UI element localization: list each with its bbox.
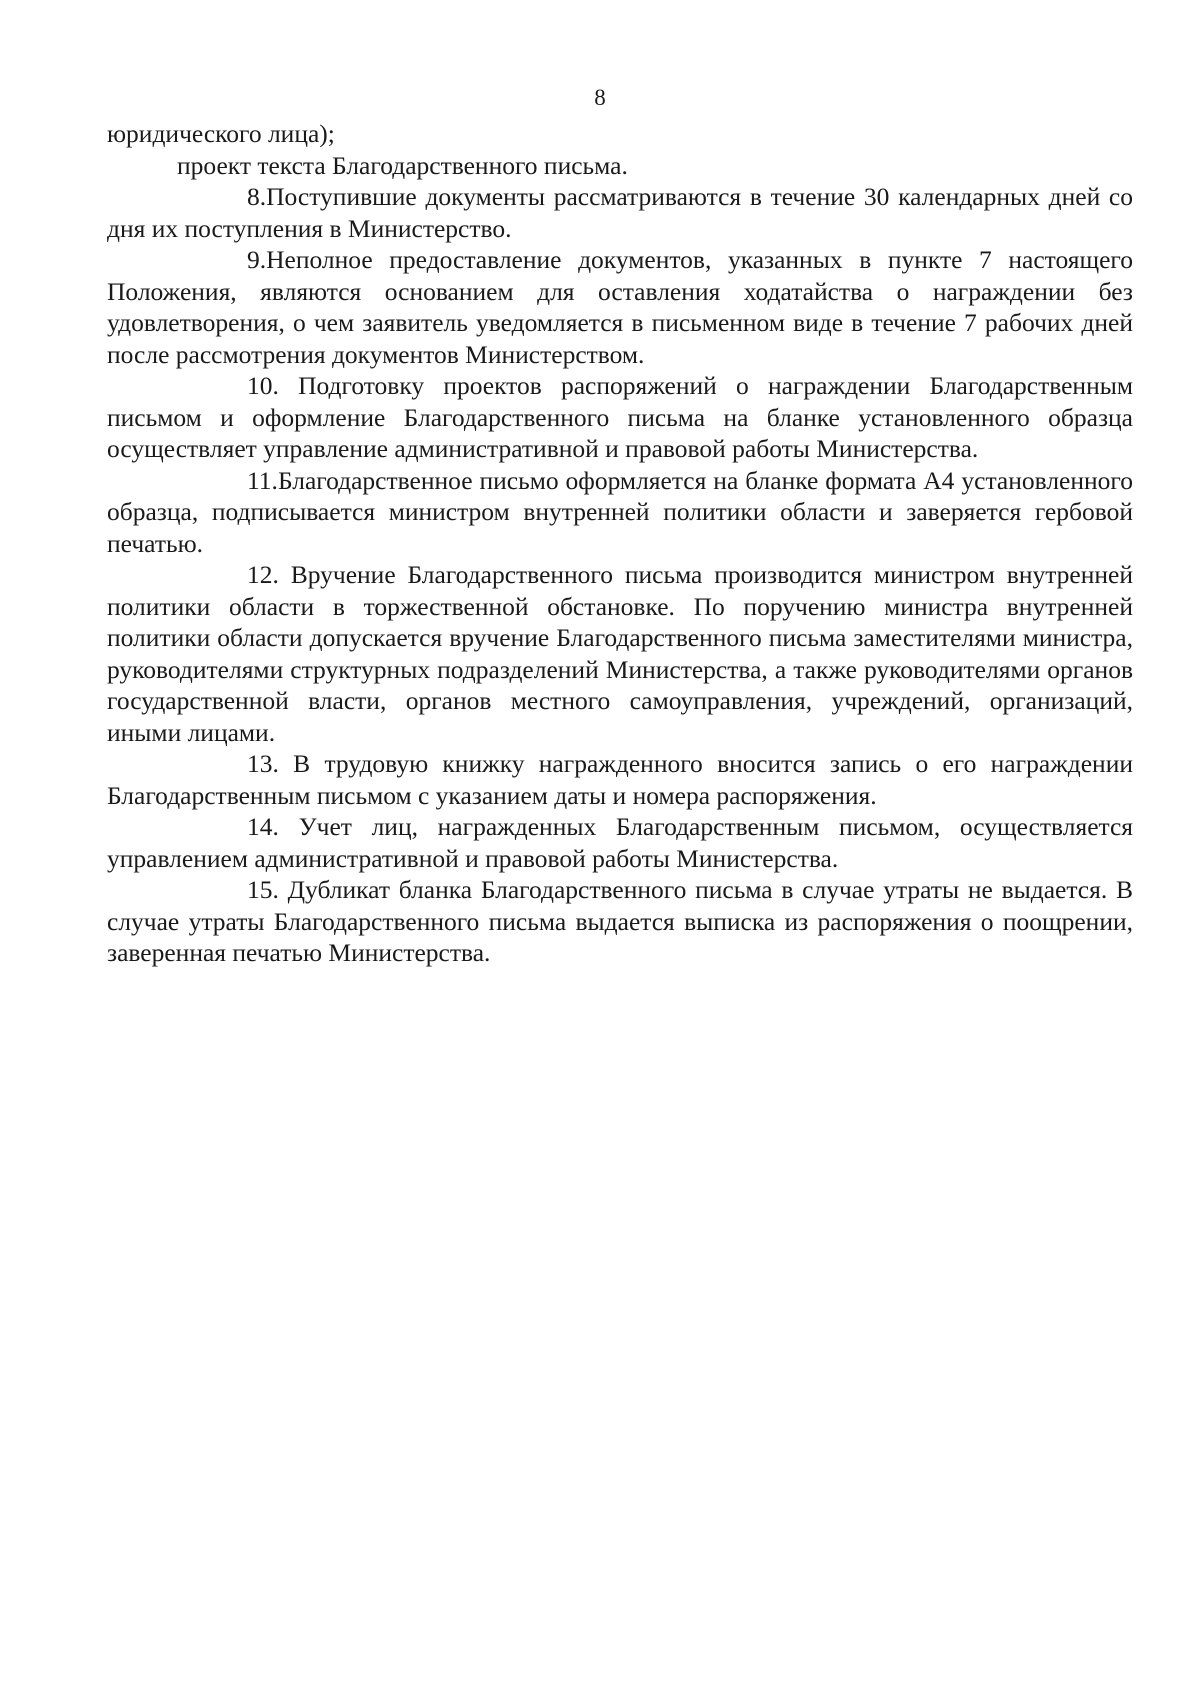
paragraph-15 [107,874,1133,969]
paragraph-text: Подготовку проектов распоряжений о награждении Благодарственным письмом и оформление Благодарственного письма на бланке установленного образца осуществляет управление административной и правовой работы Министерства. [107,371,1133,463]
paragraph-9 [107,244,1133,370]
paragraph-10 [107,370,1133,465]
paragraph-text: Дубликат бланка Благодарственного письма в случае утраты не выдается. В случае утраты Благодарственного письма выдается выписка из распоряжения о поощрении, заверенная печатью Министерства. [107,875,1133,967]
paragraph-number: 10. [247,371,279,400]
paragraph-number: 12. [247,560,279,589]
paragraph-text: Вручение Благодарственного письма производится министром внутренней политики области в торжественной обстановке. По поручению министра внутренней политики области допускается вручение Благодарственного письма заместителями министра, руководителями структурных подразделений Министерства, а также руководителями органов государственной власти, органов местного самоуправления, учреждений, организаций, иными лицами. [107,560,1133,747]
paragraph-text: Учет лиц, награжденных Благодарственным письмом, осуществляется управлением административной и правовой работы Министерства. [107,812,1134,873]
paragraph-continuation [107,118,1133,150]
paragraph-text: Поступившие документы рассматриваются в течение 30 календарных дней со дня их поступления в Министерство. [107,182,1133,243]
paragraph-text: юридического лица); [107,119,335,148]
paragraph-number: 9. [247,245,267,274]
paragraph-number: 15. [247,875,279,904]
paragraph-14 [107,811,1133,874]
paragraph-8 [107,181,1133,244]
paragraph-12 [107,559,1133,748]
paragraph-number: 14. [247,812,279,841]
paragraph-13 [107,748,1133,811]
paragraph-text: Благодарственное письмо оформляется на бланке формата А4 установленного образца, подписывается министром внутренней политики области и заверяется гербовой печатью. [107,465,1133,558]
paragraph-text: Неполное предоставление документов, указанных в пункте 7 настоящего Положения, являются основанием для оставления ходатайства о награждении без удовлетворения, о чем заявитель уведомляется в письменном виде в течение 7 рабочих дней после рассмотрения документов Министерством. [107,245,1133,369]
paragraph-number: 13. [247,749,279,778]
document-body [107,118,1133,969]
page-number: 8 [594,85,606,110]
paragraph-number: 11. [247,465,278,495]
paragraph-number: 8. [247,182,267,211]
paragraph-text: проект текста Благодарственного письма. [177,150,628,180]
paragraph-list-item [107,150,1133,182]
paragraph-11 [107,465,1133,560]
paragraph-text: В трудовую книжку награжденного вносится запись о его награждении Благодарственным письмом с указанием даты и номера распоряжения. [107,749,1133,810]
